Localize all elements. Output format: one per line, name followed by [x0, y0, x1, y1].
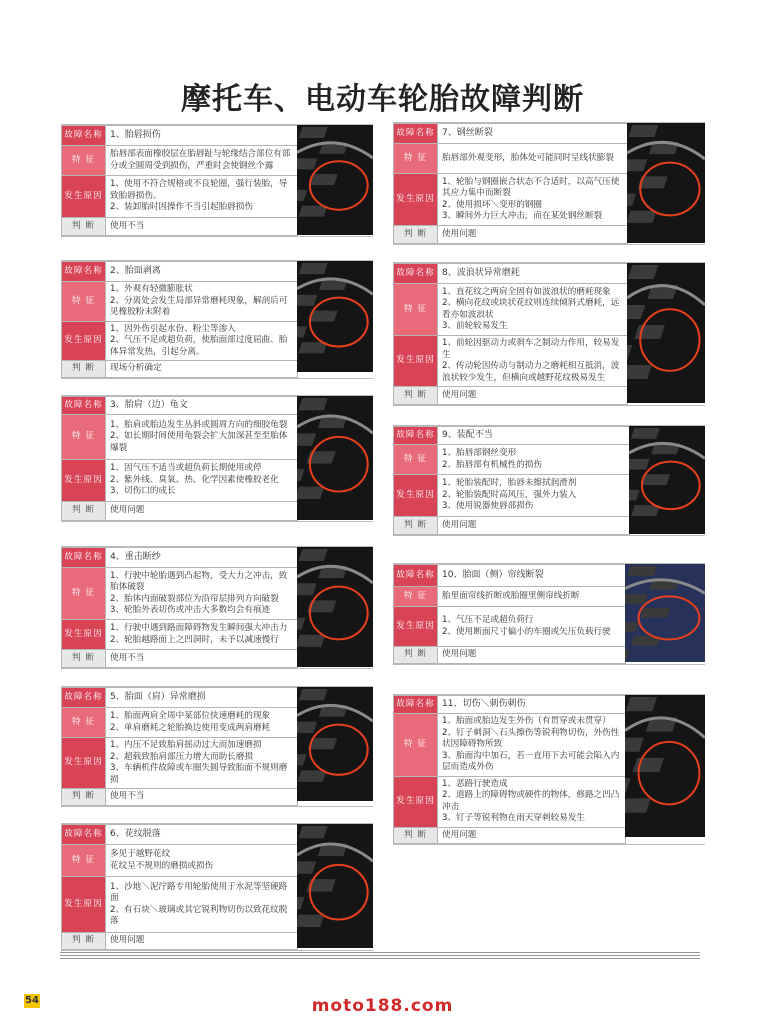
feature-value: 1、胎面两肩全周中某部位快速磨耗的现象 2、单肩磨耗之轮胎换边使用变成两肩磨耗	[106, 708, 298, 738]
judge-value: 使用问题	[438, 387, 628, 405]
cause-label: 发生原因	[394, 174, 438, 226]
cause-label: 发生原因	[62, 877, 106, 933]
cause-label: 发生原因	[62, 176, 106, 218]
fault-name-label: 故障名称	[62, 688, 106, 708]
feature-label: 特 征	[62, 845, 106, 877]
fault-table	[61, 125, 298, 236]
fault-name-label: 故障名称	[62, 126, 106, 146]
cause-value: 1、气压不足或超负荷行 2、使用断面尺寸偏小的车圈或矢压负载行驶	[438, 607, 626, 647]
fault-name-label: 故障名称	[394, 565, 438, 587]
judge-value: 使用不当	[106, 789, 298, 806]
fault-name-value: 8、波浪状异常磨耗	[438, 264, 628, 284]
feature-label: 特 征	[62, 282, 106, 322]
judge-label: 判 断	[62, 361, 106, 378]
feature-value: 多见于越野花纹 花纹呈不规则的磨损或损伤	[106, 845, 298, 877]
fault-card	[393, 425, 705, 536]
fault-table	[61, 824, 298, 950]
cord-break-photo	[625, 564, 705, 662]
fault-name-value: 7、钢丝断裂	[438, 124, 628, 144]
cause-value: 1、轮胎装配时，胎唇未擦拭润滑剂 2、轮胎装配时高风压，强外力装入 3、使用锐器使唇部损伤	[438, 475, 630, 517]
wavy-wear-photo	[627, 263, 705, 403]
fault-name-value: 10、胎面（侧）帘线断裂	[438, 565, 626, 587]
fault-card	[61, 686, 373, 807]
fault-name-value: 5、胎面（肩）异常磨损	[106, 688, 298, 708]
fault-name-label: 故障名称	[62, 397, 106, 415]
fault-card	[61, 260, 373, 379]
footer-divider-2	[60, 955, 700, 956]
abnormal-wear-photo	[297, 687, 373, 801]
fault-card	[393, 122, 705, 245]
bead-wire-break-photo	[627, 123, 705, 243]
fault-name-label: 故障名称	[62, 548, 106, 568]
fault-card	[393, 262, 705, 406]
fault-name-value: 9、装配不当	[438, 427, 630, 445]
feature-label: 特 征	[394, 445, 438, 475]
footer-divider	[60, 952, 700, 953]
knob-loss-photo	[297, 824, 373, 948]
cause-label: 发生原因	[62, 620, 106, 650]
fault-table	[393, 123, 628, 244]
fault-card	[61, 395, 373, 522]
feature-value: 1、直花纹之两肩全固有如波浪状的磨耗现象 2、横向花纹或块状花纹则连续倾斜式磨耗，远看亦如波浪状 3、前轮较易发生	[438, 284, 628, 336]
judge-value: 使用不当	[106, 218, 298, 236]
feature-label: 特 征	[394, 587, 438, 607]
page-title: 摩托车、电动车轮胎故障判断	[181, 82, 584, 117]
fault-table	[61, 547, 298, 668]
fault-table	[61, 261, 298, 378]
feature-value: 胎唇部表面橡胶层在胎唇趾与轮缘结合部位有部分或全圆周受到损伤，严重时会使钢丝个露	[106, 146, 298, 176]
feature-value: 1、行驶中轮胎遇到凸起物，受大力之冲击，致胎体破裂 2、胎体内面破裂部位为沿帘层排列方向破裂 3、轮胎外表切伤或冲击大多数均会有痕迹	[106, 568, 298, 620]
judge-label: 判 断	[394, 647, 438, 664]
tire-bead-damage-photo	[297, 125, 373, 235]
cause-label: 发生原因	[394, 607, 438, 647]
fault-name-value: 6、花纹脱落	[106, 825, 298, 845]
cause-label: 发生原因	[62, 460, 106, 502]
cause-value: 1、恶路行驶造成 2、道路上的障碍物或硬件的物体，修路之凹凸冲击 3、钉子等锐利物在雨天穿刺较易发生	[438, 776, 626, 827]
cause-label: 发生原因	[394, 336, 438, 387]
cause-label: 发生原因	[62, 738, 106, 789]
fault-card	[61, 124, 373, 237]
impact-break-photo	[297, 547, 373, 667]
judge-value: 使用问题	[438, 827, 626, 844]
cause-value: 1、使用不符合规格或不良轮圈，强行装胎，导致胎唇损伤。 2、装卸胎时因操作不当引起胎唇损伤	[106, 176, 298, 218]
feature-label: 特 征	[62, 568, 106, 620]
feature-value: 1、胎肩或胎边发生丛斜或圆周方向的细胶龟裂 2、如长期时间使用龟裂会扩大加深甚至至胎体爆裂	[106, 415, 298, 460]
fault-name-value: 1、胎唇损伤	[106, 126, 298, 146]
fault-name-value: 3、胎肩（边）龟文	[106, 397, 298, 415]
judge-value: 使用问题	[106, 502, 298, 521]
fault-card	[393, 694, 705, 845]
fault-card	[61, 823, 373, 951]
cause-value: 1、因气压不适当或超负荷长期使用或停 2、紫外线、臭氧、热、化学因素使橡胶老化 3、切伤口的成长	[106, 460, 298, 502]
improper-mount-photo	[629, 426, 705, 534]
judge-label: 判 断	[62, 650, 106, 668]
feature-label: 特 征	[394, 284, 438, 336]
judge-label: 判 断	[62, 789, 106, 806]
judge-value: 现场分析确定	[106, 361, 298, 378]
judge-label: 判 断	[394, 226, 438, 244]
cause-label: 发生原因	[62, 321, 106, 361]
judge-label: 判 断	[62, 218, 106, 236]
page-number: 54	[25, 995, 39, 1006]
fault-name-value: 4、重击断纱	[106, 548, 298, 568]
cause-value: 1、内压不足致胎肩摇动过大而加速磨损 2、超载致胎肩部压力增大而助长磨损 3、车辆机件故障或车圈失圆导致胎面不规则磨损	[106, 738, 298, 789]
judge-label: 判 断	[394, 827, 438, 844]
cause-value: 1、轮胎与钢圈嵌合状态不合适时，以高气压使其应力集中而断裂 2、使用损坏＼变形的钢圈 3、瞬间外力巨大冲击，而在某处钢丝断裂	[438, 174, 628, 226]
judge-value: 使用问题	[438, 517, 630, 535]
fault-name-value: 11、切伤＼刺伤刺伤	[438, 696, 626, 714]
cause-value: 1、前轮因驱动力或刹车之制动力作用，较易发生 2、传动轮因传动与制动力之磨耗相互抵消，波浪状较少发生，但横向或越野花纹极易发生	[438, 336, 628, 387]
feature-label: 特 征	[394, 144, 438, 174]
fault-table	[61, 396, 298, 521]
feature-value: 胎唇部外观变形，胎体处可能同时呈线状膨裂	[438, 144, 628, 174]
fault-table	[393, 426, 630, 535]
cause-label: 发生原因	[394, 776, 438, 827]
fault-name-label: 故障名称	[394, 124, 438, 144]
cause-label: 发生原因	[394, 475, 438, 517]
fault-table	[393, 564, 626, 664]
fault-name-value: 2、胎面剥离	[106, 262, 298, 282]
feature-label: 特 征	[62, 146, 106, 176]
cause-value: 1、行驶中遇到路面障碍物发生瞬间强大冲击力 2、轮胎越路面上之凹洞时，未予以减速慢行	[106, 620, 298, 650]
judge-value: 使用问题	[106, 933, 298, 950]
cause-value: 1、沙地＼泥泞路专用轮胎使用于水泥等坚硬路面 2、有石块＼玻璃或其它锐利物切伤以致花纹脱落	[106, 877, 298, 933]
fault-name-label: 故障名称	[394, 696, 438, 714]
cut-puncture-photo	[625, 695, 705, 837]
cause-value: 1、因外伤引起水份、粉尘等渗入 2、气压不足或超负荷，使胎面部过度屈曲、胎体异常发热，引起分离。	[106, 321, 298, 361]
judge-label: 判 断	[62, 933, 106, 950]
fault-card	[61, 546, 373, 669]
judge-label: 判 断	[394, 517, 438, 535]
fault-card	[393, 563, 705, 665]
feature-value: 1、胎唇部钢丝变形 2、胎唇部有机械性的损伤	[438, 445, 630, 475]
judge-label: 判 断	[62, 502, 106, 521]
judge-value: 使用不当	[106, 650, 298, 668]
feature-value: 1、外观有轻微膨胀状 2、分离处会发生局部异常磨耗现象，解剖后可见橡胶粉末附着	[106, 282, 298, 322]
tread-separation-photo	[297, 261, 373, 372]
fault-table	[393, 695, 626, 844]
feature-label: 特 征	[62, 415, 106, 460]
feature-value: 1、胎面或胎边发生外伤（有贯穿或未贯穿） 2、钉子刺洞＼石头擦伤等锐利物切伤，外伤性状因障碍物所致 3、胎面沟中加石，若一直用下去可能会陷入内层而造成外伤	[438, 714, 626, 777]
judge-value: 使用问题	[438, 226, 628, 244]
feature-label: 特 征	[62, 708, 106, 738]
footer-divider-3	[60, 958, 700, 959]
fault-table	[61, 687, 298, 806]
judge-value: 使用问题	[438, 647, 626, 664]
feature-value: 胎里面帘线折断或胎圈里侧帘线折断	[438, 587, 626, 607]
shoulder-cracking-photo	[297, 396, 373, 520]
site-footer: moto188.com	[311, 996, 454, 1016]
feature-label: 特 征	[394, 714, 438, 777]
fault-name-label: 故障名称	[62, 825, 106, 845]
fault-table	[393, 263, 628, 405]
fault-name-label: 故障名称	[394, 264, 438, 284]
fault-name-label: 故障名称	[62, 262, 106, 282]
judge-label: 判 断	[394, 387, 438, 405]
fault-name-label: 故障名称	[394, 427, 438, 445]
